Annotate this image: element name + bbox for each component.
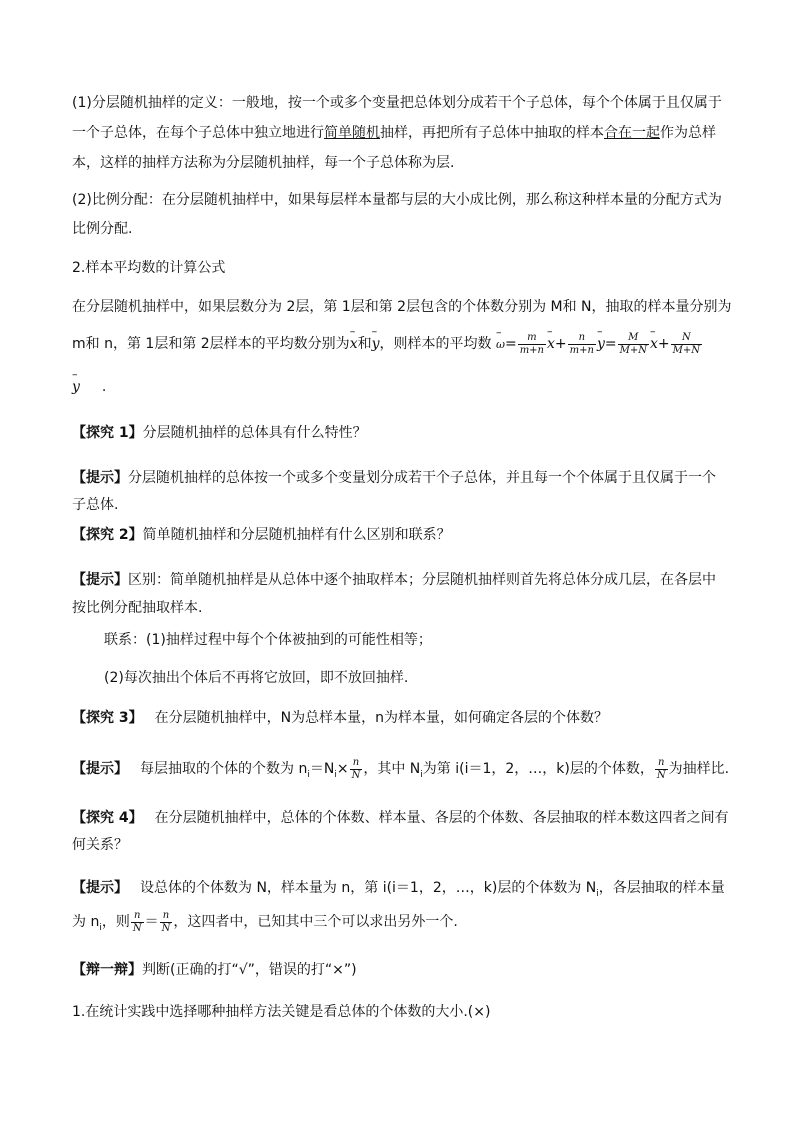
fraction-sampling-ratio: [655, 757, 668, 782]
answer-2-line1: [72, 566, 732, 594]
question-text: 简单随机抽样和分层随机抽样有什么区别和联系？: [142, 527, 451, 543]
equals-sign: =: [604, 336, 617, 352]
subscript-i: i: [334, 769, 337, 780]
x-bar-term: – x: [650, 330, 658, 358]
section-heading-mean-formula: 2.样本平均数的计算公式: [72, 260, 226, 276]
plus-sign: +: [657, 336, 670, 352]
question-text: 在分层随机抽样中，N为总样本量，n为样本量，如何确定各层的个体数？: [154, 710, 608, 726]
para2-line2: 比例分配.: [72, 221, 133, 237]
answer-eq-N: ＝N: [309, 761, 335, 777]
frac-num: n: [578, 331, 586, 343]
question-4-line1: [72, 804, 732, 832]
frac-den: N: [161, 922, 171, 934]
answer-text-d: 为抽样比.: [668, 761, 730, 777]
question-2: [72, 521, 732, 549]
answer-text: 为 n: [72, 914, 100, 930]
answer-text: 区别：简单随机抽样是从总体中逐个抽取样本；分层随机抽样则首先将总体分成几层，在各层中: [128, 572, 716, 588]
formula-para-line3: [72, 373, 732, 401]
question-1: [72, 419, 732, 447]
question-tag: 【探究 1】: [72, 425, 143, 441]
underlined-term-combined: 合在一起: [604, 125, 660, 141]
frac-num: N: [681, 331, 691, 343]
underlined-term-simple-random: 简单随机: [324, 125, 380, 141]
formula-para-line1: 在分层随机抽样中，如果层数分为 2层，第 1层和第 2层包含的个体数分别为 M和 N，抽取的样本量分别为: [72, 299, 732, 315]
answer-tag: 【提示】: [72, 470, 128, 486]
answer-2-line4: (2)每次抽出个体后不再将它放回，即不放回抽样.: [104, 670, 409, 686]
judge-tag: 【辩一辩】: [72, 962, 142, 978]
judge-text: 判断(正确的打“√”，错误的打“×”): [142, 962, 357, 978]
answer-2-line3: 联系：(1)抽样过程中每个个体被抽到的可能性相等；: [104, 632, 432, 648]
answer-text-b: ，其中 N: [363, 761, 421, 777]
answer-1-line1: [72, 464, 732, 492]
answer-text: 分层随机抽样的总体按一个或多个变量划分成若干个子总体，并且每一个个体属于且仅属于一个: [128, 470, 716, 486]
fraction-n-over-m-plus-n: [568, 332, 596, 357]
fraction-ni-over-Ni: [131, 910, 144, 935]
y-bar-term: – y: [597, 330, 605, 358]
answer-tag: 【提示】: [72, 761, 128, 777]
para1-line2-a: 一个子总体，在每个子总体中独立地进行: [72, 125, 324, 141]
para1-line2-c: 作为总样: [660, 125, 716, 141]
subscript-i: i: [307, 769, 310, 780]
para1-line2: [72, 119, 732, 147]
and-text: 和: [357, 336, 372, 352]
times-sign: ×: [336, 761, 349, 777]
equals-sign: ＝: [144, 914, 159, 930]
judge-item-1: 1.在统计实践中选择哪种抽样方法关键是看总体的个体数的大小.(×): [72, 1004, 491, 1020]
question-tag: 【探究 3】: [72, 710, 143, 726]
frac-den: m+n: [519, 344, 544, 356]
x-bar-term: – x: [547, 330, 555, 358]
frac-den: M+N: [619, 344, 647, 356]
answer-4-line1: [72, 874, 732, 908]
question-text: 在分层随机抽样中，总体的个体数、样本量、各层的个体数、各层抽取的样本数这四者之间有: [154, 810, 729, 826]
y-bar-term: – y: [72, 373, 80, 401]
x-bar: – x: [350, 330, 358, 358]
answer-3: [72, 755, 732, 789]
answer-text: 设总体的个体数为 N，样本量为 n，第 i(i＝1，2，…，k)层的个体数为 N: [140, 880, 597, 896]
answer-tag: 【提示】: [72, 880, 128, 896]
answer-text-c: 为第 i(i＝1，2，…，k)层的个体数，: [422, 761, 654, 777]
fraction-N-over-M-plus-N: [671, 332, 702, 357]
formula-text-b: ，则样本的平均数: [379, 336, 492, 352]
period: .: [101, 379, 107, 395]
para1-line2-b: 抽样，再把所有子总体中抽取的样本: [380, 125, 604, 141]
question-tag: 【探究 4】: [72, 810, 143, 826]
frac-num: n: [352, 756, 360, 768]
subscript-i: i: [596, 888, 599, 899]
answer-4-line2: [72, 908, 732, 942]
frac-num: m: [527, 331, 537, 343]
answer-text: ，则: [101, 914, 130, 930]
para2-line1: (2)比例分配：在分层随机抽样中，如果每层样本量都与层的大小成比例，那么称这种样本量的分配方式为: [72, 192, 722, 208]
subscript-i: i: [420, 769, 423, 780]
subscript-i: i: [99, 922, 102, 933]
fraction-M-over-M-plus-N: [618, 332, 649, 357]
equals-sign: =: [504, 336, 517, 352]
frac-den: N: [351, 769, 361, 781]
answer-2-line2: 按比例分配抽取样本.: [72, 600, 203, 616]
question-3: [72, 704, 732, 732]
frac-den: M+N: [672, 344, 700, 356]
fraction-n-over-N: [160, 910, 173, 935]
judge-heading: [72, 956, 732, 984]
plus-sign: +: [554, 336, 567, 352]
fraction-m-over-m-plus-n: [518, 332, 546, 357]
frac-num: n: [133, 909, 141, 921]
y-bar: – y: [372, 330, 380, 358]
frac-den: N: [656, 769, 666, 781]
answer-text-a: 每层抽取的个体的个数为 n: [140, 761, 308, 777]
frac-num: n: [162, 909, 170, 921]
fraction-n-over-N: [350, 757, 363, 782]
frac-num: n: [658, 756, 665, 768]
answer-1-line2: 子总体.: [72, 497, 119, 513]
frac-num: M: [628, 331, 639, 343]
formula-para-line2: [72, 330, 732, 359]
answer-text: ，这四者中，已知其中三个可以求出另外一个.: [173, 914, 458, 930]
frac-den: N: [132, 922, 142, 934]
para1-line3: 本，这样的抽样方法称为分层随机抽样，每一个子总体称为层.: [72, 155, 455, 171]
answer-text-b: ，各层抽取的样本量: [598, 880, 725, 896]
omega-bar: – ω: [496, 331, 505, 359]
frac-den: m+n: [569, 344, 594, 356]
para1-line1: (1)分层随机抽样的定义：一般地，按一个或多个变量把总体划分成若干个子总体，每个个体属于且仅属于: [72, 95, 722, 111]
question-4-line2: 何关系？: [72, 837, 128, 853]
question-text: 分层随机抽样的总体具有什么特性？: [142, 425, 367, 441]
formula-text-a: m和 n，第 1层和第 2层样本的平均数分别为: [72, 336, 350, 352]
answer-tag: 【提示】: [72, 572, 128, 588]
question-tag: 【探究 2】: [72, 527, 143, 543]
